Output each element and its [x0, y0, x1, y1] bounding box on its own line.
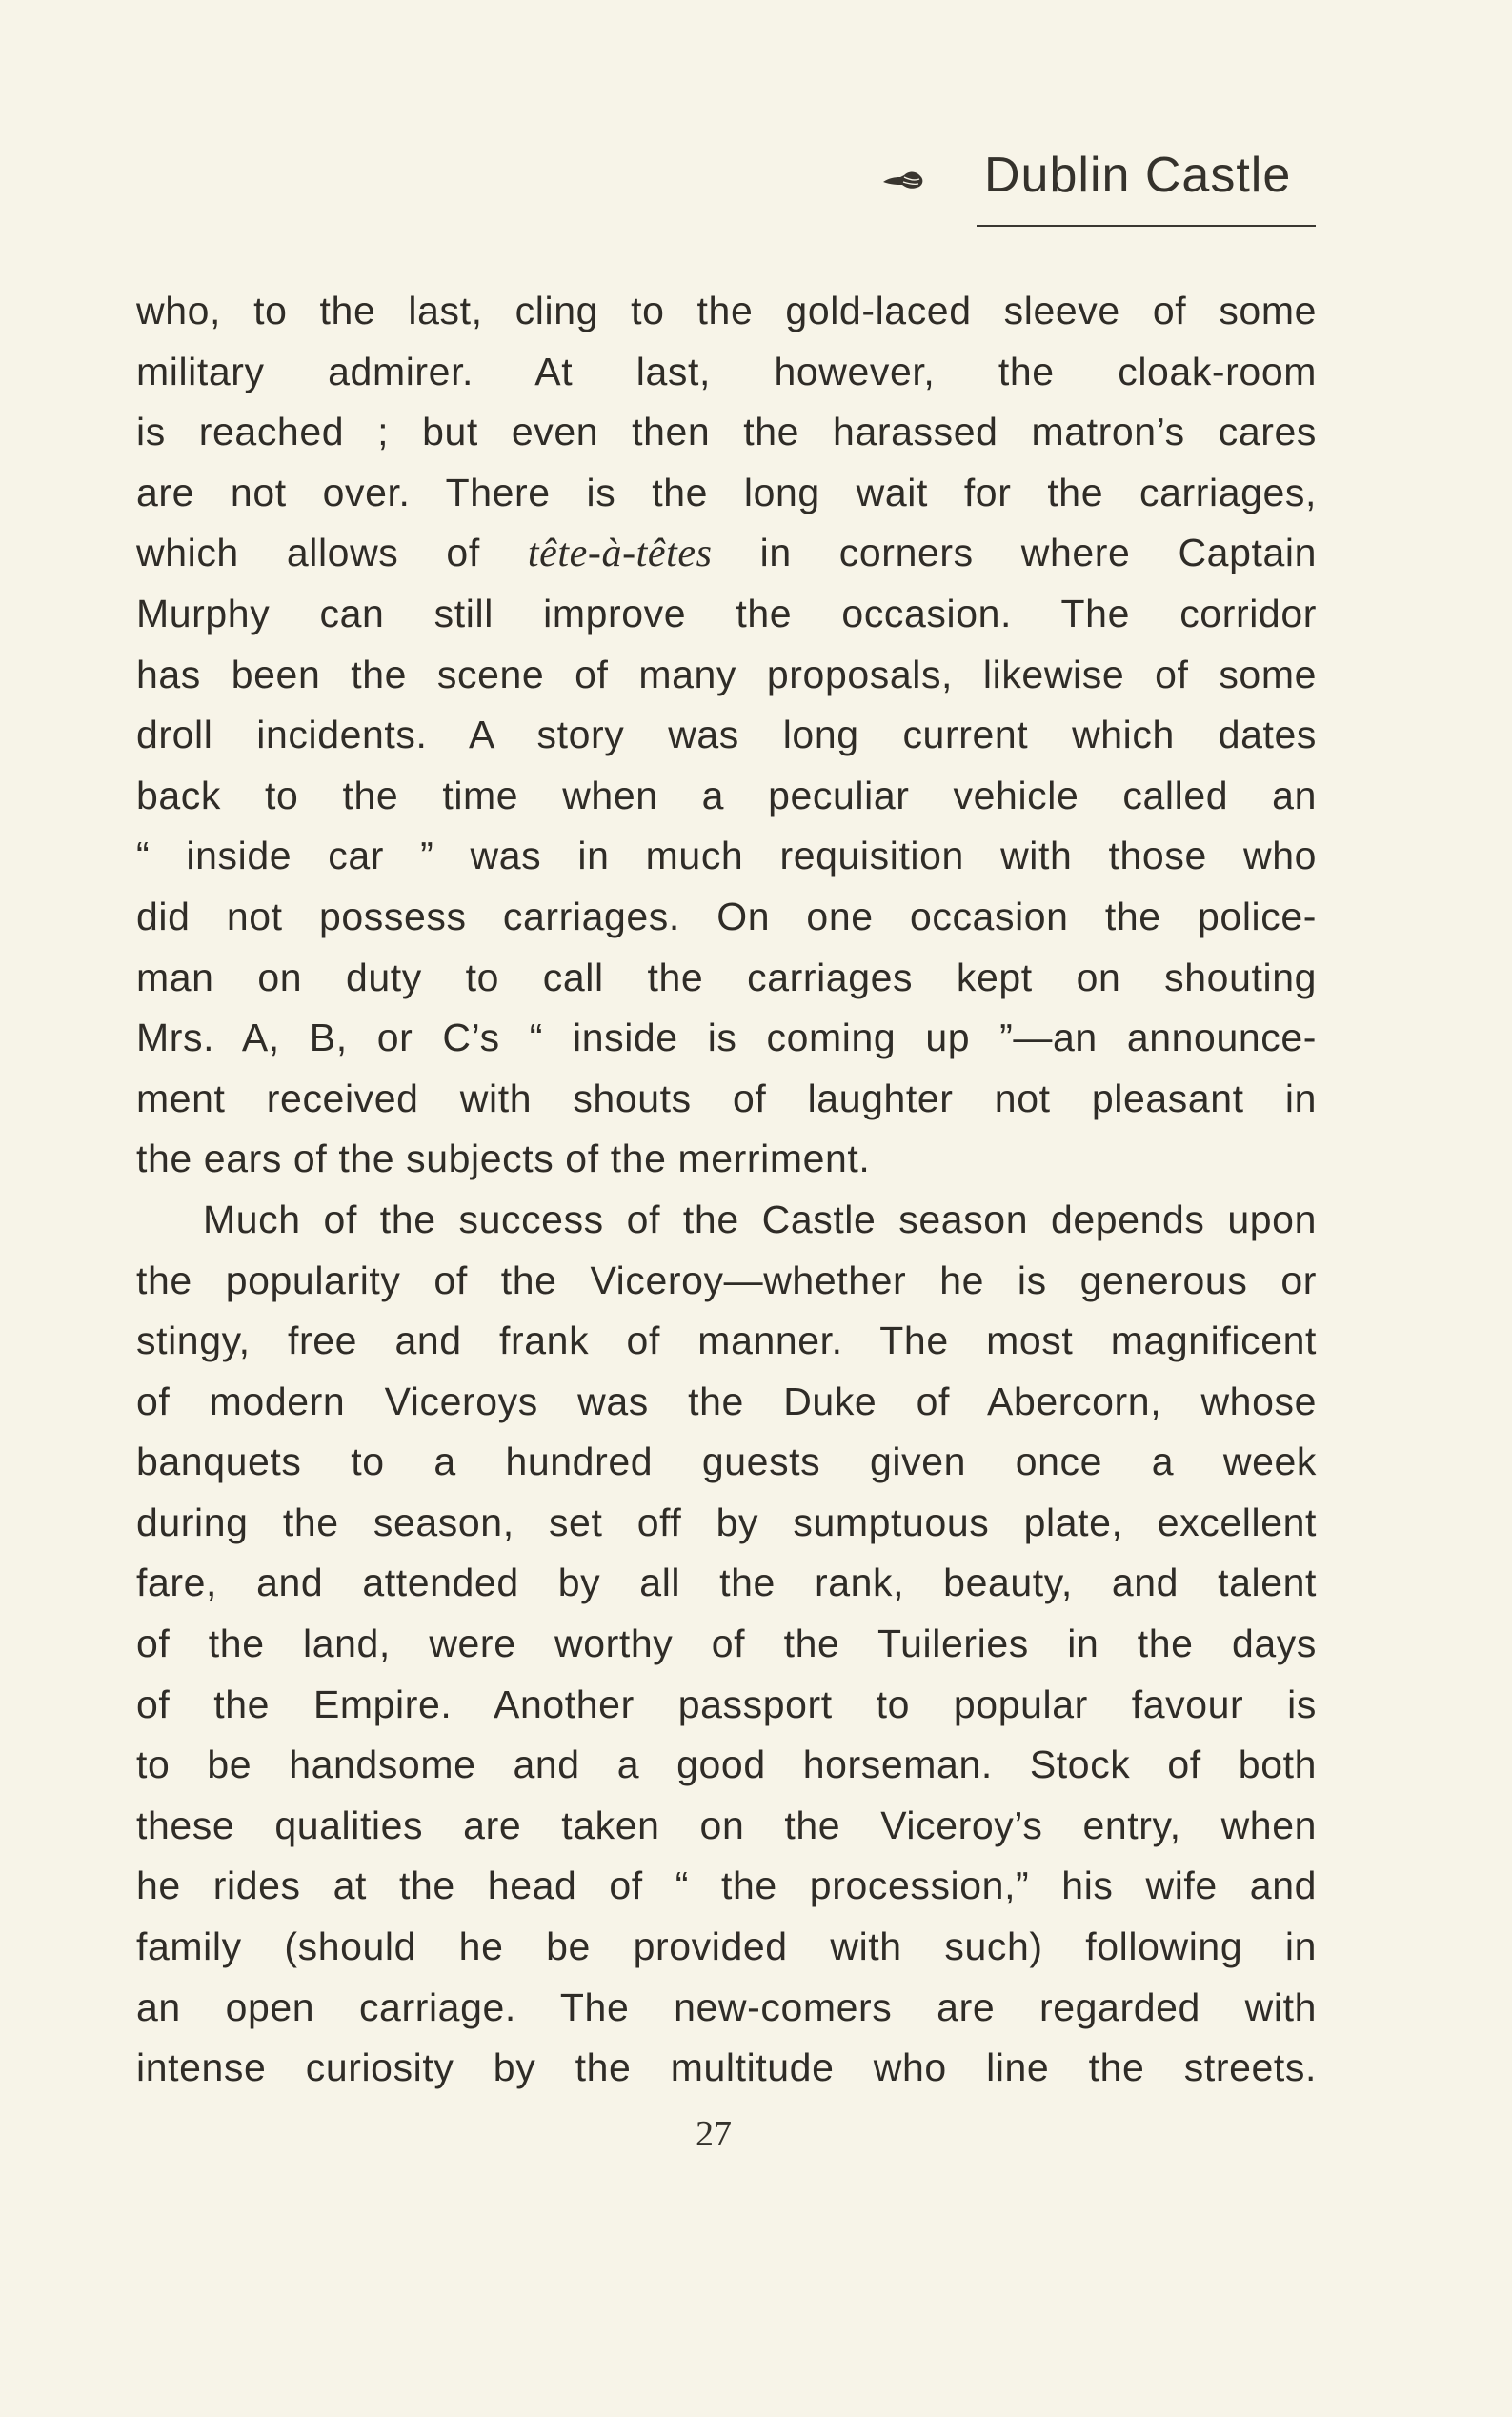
pointing-hand-ornament-icon	[881, 168, 925, 192]
text-line: Much of the success of the Castle season depends upon	[203, 1197, 1317, 1241]
text-line	[136, 523, 1317, 584]
text-line: “ inside car ” was in much requisition with those who	[136, 834, 1317, 878]
paragraph-2	[136, 1190, 1317, 2099]
text-line: the popularity of the Viceroy—whether he is generous or	[136, 1258, 1317, 1302]
text-line: fare, and attended by all the rank, beauty, and talent	[136, 1561, 1317, 1605]
text-line: an open carriage. The new-comers are regarded with	[136, 1984, 1317, 2029]
body-text	[136, 281, 1317, 2099]
text-line: did not possess carriages. On one occasion the police-	[136, 894, 1317, 938]
text-line: Mrs. A, B, or C’s “ inside is coming up ”—an announce-	[136, 1016, 1317, 1060]
text-line: these qualities are taken on the Viceroy’s entry, when	[136, 1803, 1317, 1847]
text-line: stingy, free and frank of manner. The most magnificent	[136, 1319, 1317, 1363]
header-rule	[977, 225, 1316, 227]
text-line: to be handsome and a good horseman. Stock of both	[136, 1742, 1317, 1787]
text-line: of the Empire. Another passport to popular favour is	[136, 1682, 1317, 1726]
italic-phrase: tête-à-têtes	[527, 532, 713, 576]
text-line: of the land, were worthy of the Tuileries in the days	[136, 1621, 1317, 1666]
text-fragment: in corners where Captain	[712, 531, 1317, 575]
text-line: family (should he be provided with such) following in	[136, 1924, 1317, 1969]
text-line: droll incidents. A story was long current which dates	[136, 713, 1317, 757]
text-line: who, to the last, cling to the gold-laced sleeve of some	[136, 289, 1317, 332]
text-line: intense curiosity by the multitude who line the streets.	[136, 2045, 1317, 2090]
text-line: during the season, set off by sumptuous plate, excellent	[136, 1500, 1317, 1544]
text-line: military admirer. At last, however, the cloak-room	[136, 349, 1317, 393]
running-head	[881, 148, 1321, 227]
text-line: are not over. There is the long wait for the carriages,	[136, 470, 1317, 514]
text-line: back to the time when a peculiar vehicle called an	[136, 773, 1317, 817]
text-line: has been the scene of many proposals, likewise of some	[136, 652, 1317, 696]
text-fragment: which allows of	[136, 531, 528, 575]
text-line: banquets to a hundred guests given once a week	[136, 1440, 1317, 1484]
running-title: Dublin Castle	[984, 148, 1292, 203]
text-line: is reached ; but even then the harassed matron’s cares	[136, 410, 1317, 454]
page-number: 27	[696, 2114, 732, 2154]
paragraph-1	[136, 281, 1317, 1190]
text-line: of modern Viceroys was the Duke of Abercorn, whose	[136, 1379, 1317, 1423]
text-line: he rides at the head of “ the procession,” his wife and	[136, 1863, 1317, 1908]
text-line: Murphy can still improve the occasion. The corridor	[136, 591, 1317, 635]
text-line: man on duty to call the carriages kept on shouting	[136, 955, 1317, 999]
text-line: the ears of the subjects of the merriment.	[136, 1137, 871, 1181]
text-line: ment received with shouts of laughter not pleasant in	[136, 1076, 1317, 1120]
